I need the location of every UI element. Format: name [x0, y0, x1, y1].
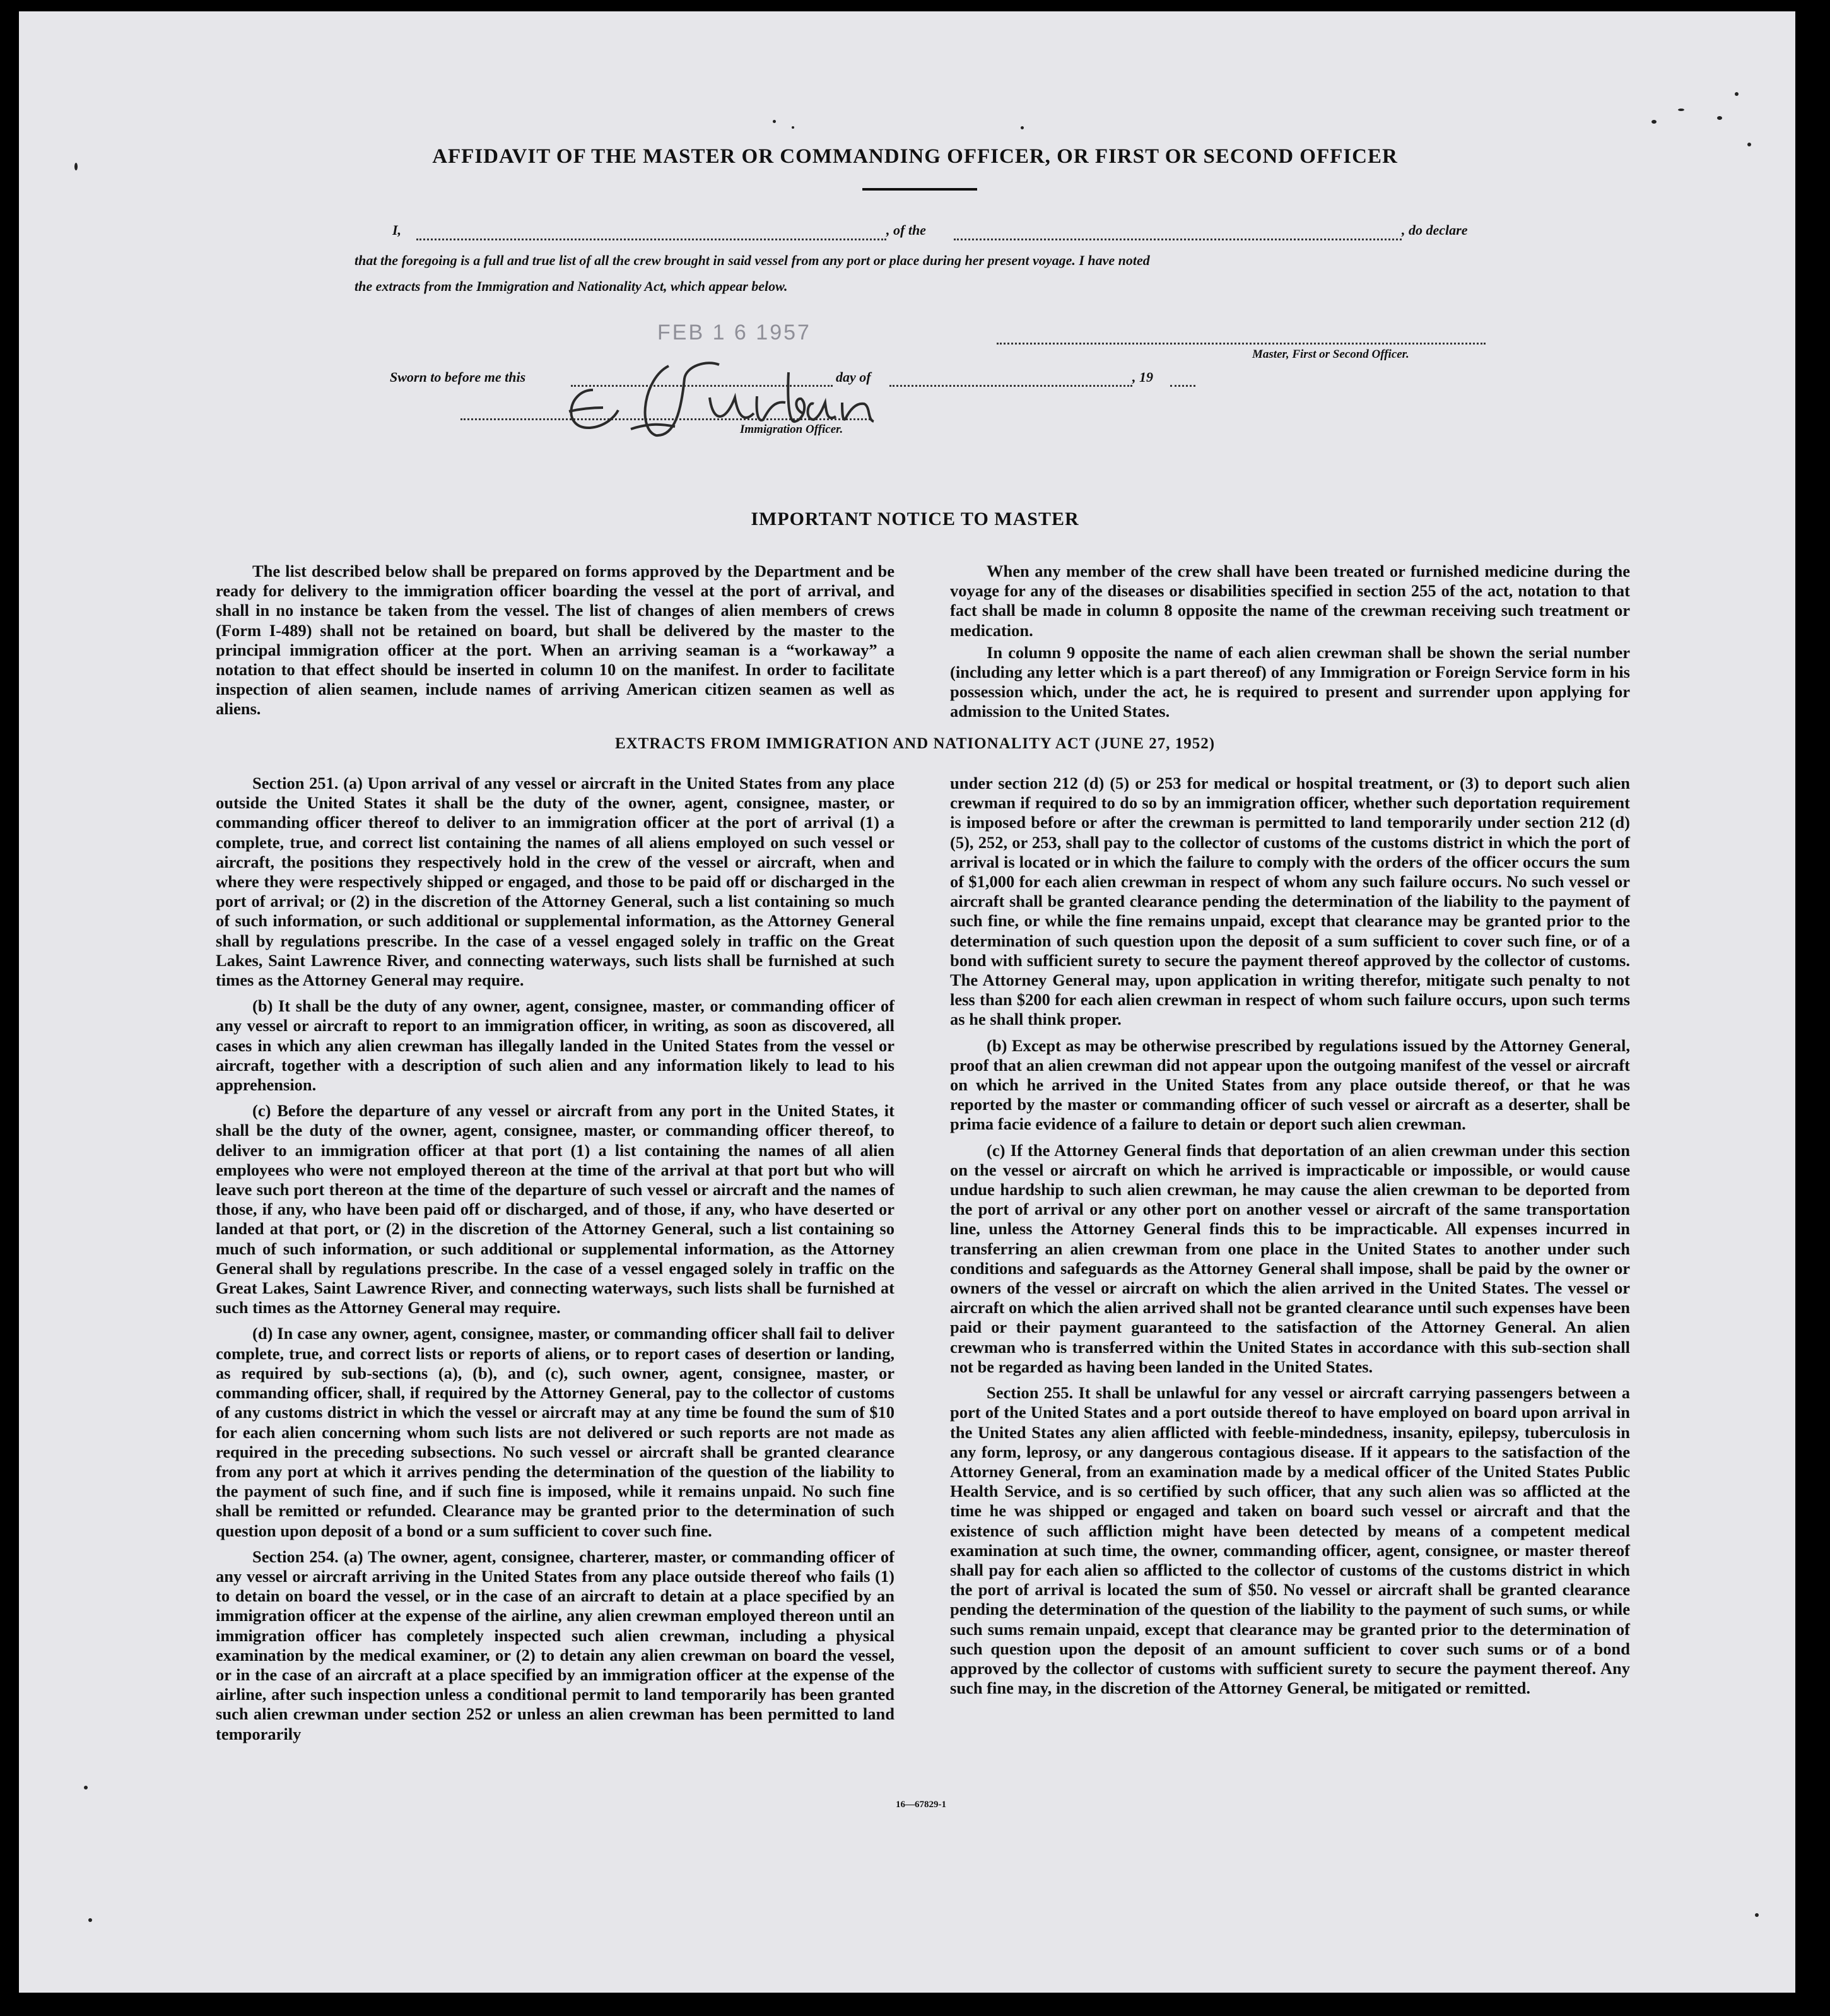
declarant-label: I, — [392, 222, 402, 238]
declaration-line-2: that the foregoing is a full and true list of all the crew brought in said vessel from any port or place during her present voyage. I have noted — [355, 252, 1150, 268]
section-254-a: Section 254. (a) The owner, agent, consignee, charterer, master, or commanding officer of any vessel or aircraft arriving in the United States from any place outside thereof who fails (1) to detain on board the vessel, or in the case of an aircraft to detain at a place specified by an immigration officer at the expense of the airline, any alien crewman employed thereon until an immigration officer has completely inspected such alien crewman, including a physical examination by the medical examiner, or (2) to detain any alien crewman on board the vessel, or in the case of an aircraft at a place specified by an immigration officer at the expense of the airline, after such inspection unless a conditional permit to land temporarily has been granted such alien crewman under section 252 or unless an alien crewman has been permitted to land temporarily — [216, 1547, 894, 1743]
section-255: Section 255. It shall be unlawful for any vessel or aircraft carrying passengers between a port of the United States and a port outside thereof to have employed on board upon arrival in the United States any alien afflicted with feeble-mindedness, insanity, epilepsy, tuberculosis in any form, leprosy, or any dangerous contagious disease. If it appears to the satisfaction of the Attorney General, from an examination made by a medical officer of the United States Public Health Service, and is so certified by such officer, that any such alien was so afflicted at the time he was shipped or engaged and taken on board such vessel or aircraft and that the existence of such affliction might have been detected by means of a competent medical examination at such time, the owner, commanding officer, agent, consignee, or master thereof shall pay for each alien so afflicted to the collector of customs of the customs district in which the port of arrival is located the sum of $50. No vessel or aircraft shall be granted clearance pending the determination of the question of the liability to the payment of such sums, or while such sums remain unpaid, except that clearance may be granted prior to the determination of such question upon the deposit of an amount sufficient to cover such sums or of a bond approved by the collector of customs with sufficient surety to secure the payment thereof. Any such fine may, in the discretion of the Attorney General, be mitigated or remitted. — [950, 1383, 1630, 1698]
extracts-right-column — [950, 774, 1630, 1704]
notice-left-column — [216, 562, 894, 726]
extracts-title: EXTRACTS FROM IMMIGRATION AND NATIONALITY ACT (JUNE 27, 1952) — [614, 735, 1216, 752]
affidavit-title: AFFIDAVIT OF THE MASTER OR COMMANDING OFFICER, OR FIRST OR SECOND OFFICER — [432, 145, 1398, 168]
section-251-d: (d) In case any owner, agent, consignee, master, or commanding officer shall fail to deliver complete, true, and correct lists or reports of aliens, or to report cases of desertion or landing, as required by sub-sections (a), (b), and (c), such owner, agent, consignee, master, or commanding officer, shall, if required by the Attorney General, pay to the collector of customs of any customs district in which the vessel or aircraft may at any time be found the sum of $10 for each alien concerning whom such lists are not delivered or such reports are not made as required in the preceding subsections. No such vessel or aircraft shall be granted clearance from any port at which it arrives pending the determination of the question of the liability to the payment of such fine, and if such fine is imposed, while it remains unpaid. No such fine shall be remitted or refunded. Clearance may be granted prior to the determination of such question upon deposit of a bond or a sum sufficient to cover such fine. — [216, 1324, 894, 1540]
vessel-name-field[interactable] — [954, 239, 1402, 240]
form-code: 16—67829-1 — [896, 1800, 946, 1810]
section-254-a-continued: under section 212 (d) (5) or 253 for medical or hospital treatment, or (3) to deport such alien crewman if required to do so by an immigration officer, whether such deportation requirement is imposed before or after the crewman is permitted to land temporarily under section 212 (d) (5), 252, or 253, shall pay to the collector of customs of the customs district in which the port of arrival is located or in which the failure to comply with the orders of the officer occurs the sum of $1,000 for each alien crewman in respect of whom any such failure occurs. No such vessel or aircraft shall be granted clearance pending the determination of the liability to the payment of such fine, or while the fine remains unpaid, except that clearance may be granted prior to the determination of such question upon the deposit of a sum sufficient to cover such fine, or of a bond with sufficient surety to secure the payment thereof approved by the collector of customs. The Attorney General may, upon application in writing therefor, mitigate such penalty to not less than $200 for each alien crewman in respect of whom such failure occurs, upon such terms as he shall think proper. — [950, 774, 1630, 1029]
vessel-label: , of the — [886, 222, 926, 238]
notice-paragraph: The list described below shall be prepared on forms approved by the Department and be ready for delivery to the immigration officer boarding the vessel at the port of arrival, and shall in no instance be taken from the vessel. The list of changes of alien members of crews (Form I-489) shall not be retained on board, but shall be delivered by the master to the principal immigration officer at the port. When an arriving seaman is a “workaway” a notation to that effect should be inserted in column 10 on the manifest. In order to facilitate inspection of alien seamen, include names of arriving American citizen seamen as well as aliens. — [216, 562, 894, 719]
sworn-month-field[interactable] — [889, 385, 1132, 387]
section-251-b: (b) It shall be the duty of any owner, agent, consignee, master, or commanding officer of any vessel or aircraft to report to an immigration officer, in writing, as soon as discovered, all cases in which any alien crewman has illegally landed in the United States from the vessel or aircraft, together with a description of such alien and any information likely to lead to his apprehension. — [216, 996, 894, 1095]
notice-title: IMPORTANT NOTICE TO MASTER — [751, 509, 1079, 529]
sworn-year-field[interactable] — [1170, 385, 1195, 387]
notice-right-column — [950, 562, 1630, 728]
section-251-a: Section 251. (a) Upon arrival of any vessel or aircraft in the United States from any place outside the United States it shall be the duty of the owner, agent, consignee, master, or commanding officer thereof to deliver to an immigration officer at the port of arrival (1) a complete, true, and correct list containing the names of all aliens employed on such vessel or aircraft, the positions they respectively hold in the crew of the vessel or aircraft, when and where they were respectively shipped or engaged, and those to be paid off or discharged in the port of arrival; or (2) in the discretion of the Attorney General, such a list containing so much of such information, or such additional or supplemental information, as the Attorney General shall by regulations prescribe. In the case of a vessel engaged solely in traffic on the Great Lakes, Saint Lawrence River, and connecting waterways, such lists shall be furnished at such times as the Attorney General may require. — [216, 774, 894, 990]
year-label: , 19 — [1132, 369, 1153, 385]
extracts-left-column — [216, 774, 894, 1750]
declare-label: , do declare — [1402, 222, 1468, 238]
declarant-name-field[interactable] — [416, 239, 886, 240]
date-stamp: FEB 1 6 1957 — [657, 321, 811, 345]
master-caption: Master, First or Second Officer. — [1252, 348, 1409, 361]
section-254-c: (c) If the Attorney General finds that deportation of an alien crewman under this section on the vessel or aircraft on which he arrived is impracticable or impossible, or would cause undue hardship to such alien crewman, he may cause the alien crewman to be deported from the port of arrival or any other port on another vessel or aircraft of the same transportation line, unless the Attorney General finds this to be impracticable. All expenses incurred in transferring an alien crewman from one place in the United States to another under such conditions and safeguards as the Attorney General shall impose, shall be paid by the owner or owners of the vessel or aircraft on which the alien arrived in the United States. The vessel or aircraft on which the alien arrived shall not be granted clearance until such expenses have been paid or their payment guaranteed to the satisfaction of the Attorney General. An alien crewman who is transferred within the United States in accordance with this sub-section shall not be regarded as having been landed in the United States. — [950, 1140, 1630, 1376]
master-signature-field[interactable] — [997, 343, 1486, 345]
title-divider — [862, 188, 977, 191]
sworn-label: Sworn to before me this — [390, 369, 526, 385]
notice-paragraph: When any member of the crew shall have been treated or furnished medicine during the voyage for any of the diseases or disabilities specified in section 255 of the act, notation to that fact shall be made in column 8 opposite the name of the crewman receiving such treatment or medication. — [950, 562, 1630, 640]
section-251-c: (c) Before the departure of any vessel or aircraft from any port in the United States, it shall be the duty of the owner, agent, consignee, master, or commanding officer thereof, to deliver to an immigration officer at that port (1) a list containing the names of all alien employees who were not employed thereon at the time of the arrival at that port but who will leave such port thereon at the time of the departure of such vessel or aircraft and the names of those, if any, who have been paid off or discharged, and of those, if any, who have deserted or landed at that port, or (2) in the discretion of the Attorney General, such a list containing so much of such information, or such additional or supplemental information, as the Attorney General shall by regulations prescribe. In the case of a vessel engaged solely in traffic on the Great Lakes, Saint Lawrence River, and connecting waterways, such lists shall be furnished at such times as the Attorney General may require. — [216, 1101, 894, 1317]
officer-caption: Immigration Officer. — [740, 423, 843, 436]
declaration-line-3: the extracts from the Immigration and Nationality Act, which appear below. — [355, 278, 788, 294]
notice-paragraph: In column 9 opposite the name of each alien crewman shall be shown the serial number (including any letter which is a part thereof) of any Immigration or Foreign Service form in his possession which, under the act, he is required to present and surrender upon applying for admission to the United States. — [950, 642, 1630, 721]
day-of-label: day of — [836, 369, 871, 385]
section-254-b: (b) Except as may be otherwise prescribed by regulations issued by the Attorney General, proof that an alien crewman did not appear upon the outgoing manifest of the vessel or aircraft on which he arrived in the United States from any place outside thereof, or that he was reported by the master or commanding officer of such vessel or aircraft as a deserter, shall be prima facie evidence of a failure to detain or deport such alien crewman. — [950, 1035, 1630, 1134]
officer-signature — [555, 353, 908, 442]
